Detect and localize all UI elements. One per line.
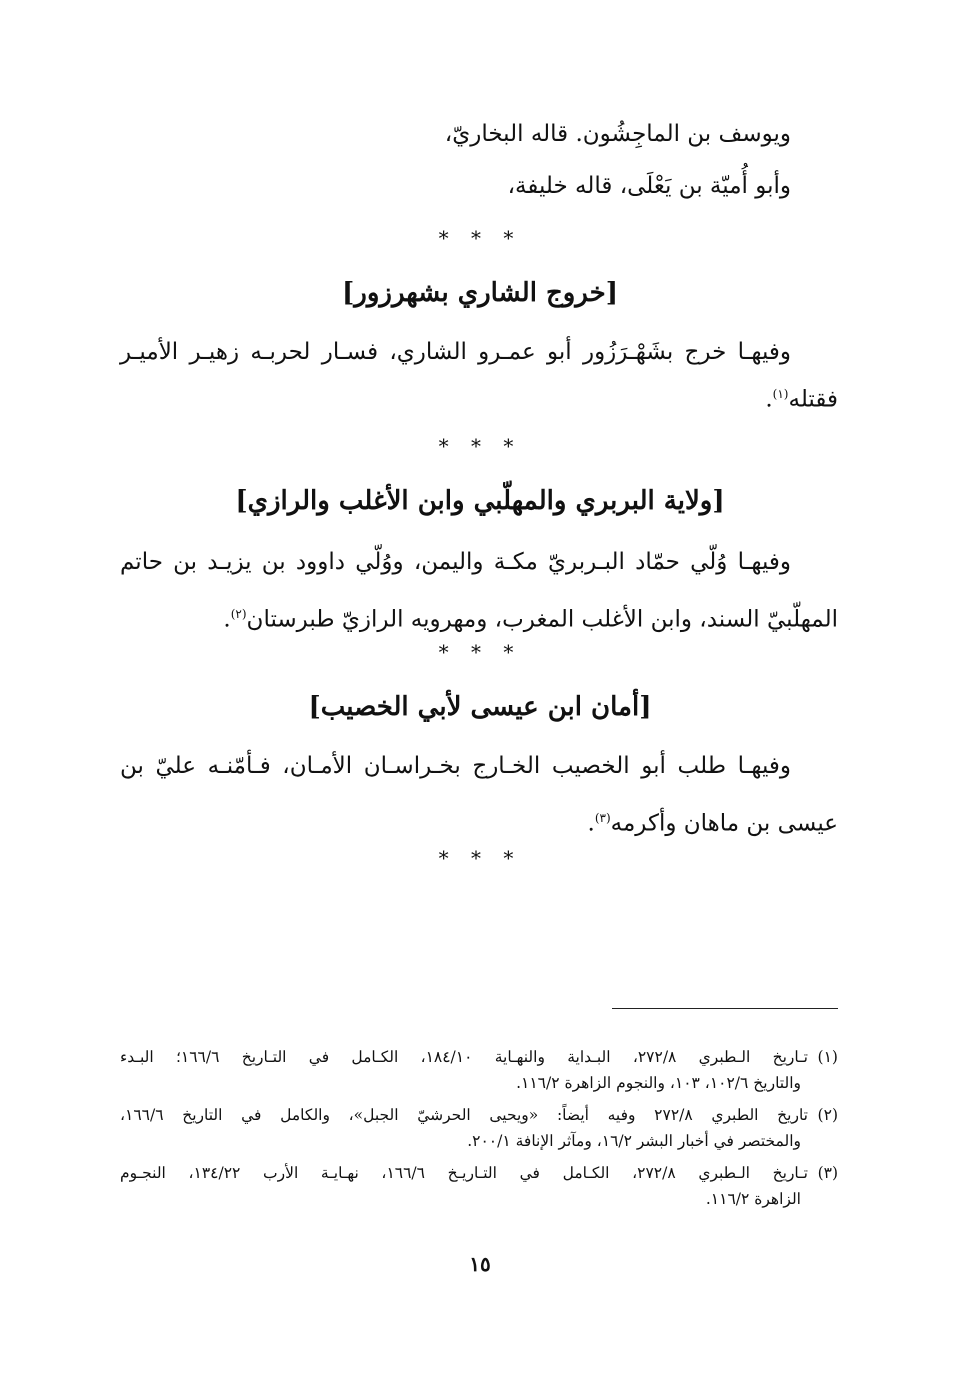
footnote-line (120, 1160, 838, 1186)
section-heading: [ولاية البربري والمهلّبي وابن الأغلب والرازي] (235, 486, 725, 516)
text-line: وفيهـا خرج بشَهْـرَزُور أبو عمـرو الشاري، فسـار لحربـه زهيـر الأميـر (120, 339, 791, 365)
line-end-punct: . (765, 386, 773, 413)
page-number: ١٥ (469, 1252, 491, 1276)
text-line (120, 588, 838, 646)
section-heading: [خروج الشاري بشهرزور] (341, 278, 619, 308)
text-line: وفيهـا طلب أبو الخصيب الخـارج بخـراسـان الأمـان، فـأمّنـه عليّ بن (120, 753, 791, 779)
top-paragraph (120, 108, 838, 212)
footnote-text: تاريخ الطبري ٢٧٢/٨ وفيه أيضاً: «ويحيى الحرشيّ الجبل»، والكامل في التاريخ ١٦٦/٦، (120, 1106, 808, 1124)
text-line-content: فقتله (788, 386, 838, 413)
line-end-punct: . (587, 810, 595, 837)
footnote-line: الزاهرة ١١٦/٢. (705, 1190, 801, 1208)
section-heading: [أمان ابن عيسى لأبي الخصيب] (308, 692, 652, 722)
footnote (120, 1102, 838, 1154)
footnotes (120, 1044, 838, 1212)
footnote-line (120, 1102, 838, 1128)
section-separator: * * * (438, 226, 522, 250)
section-paragraph (120, 326, 838, 426)
section-paragraph (120, 536, 838, 646)
footnote (120, 1044, 838, 1096)
section-paragraph (120, 740, 838, 850)
footnote-number: (٢) (817, 1106, 838, 1124)
footnote-reference: (١) (772, 387, 789, 401)
text-line-content: المهلّبيّ السند، وابن الأغلب المغرب، ومهرويه الرازيّ طبرستان (246, 606, 838, 633)
footnote-number: (١) (817, 1048, 838, 1066)
footnote-text: تـاريخ الـطبري ٢٧٢/٨، البـداية والنهـاية ١٨٤/١٠، الكـامل في التـاريخ ١٦٦/٦؛ البـدء (120, 1048, 808, 1066)
text-line (120, 792, 838, 850)
text-line-content: عيسى بن ماهان وأكرمه (610, 810, 838, 837)
footnote (120, 1160, 838, 1212)
text-line: وفيهـا وُلّي حمّاد البـربريّ مكـة واليمن، ووُلّي داوود بن يزيـد بن حاتم (120, 549, 791, 575)
text-line: ويوسف بن الماجِشُون. قاله البخاريّ، (444, 121, 791, 147)
text-line: وأبو أُميّة بن يَعْلَى، قاله خليفة، (507, 173, 791, 199)
footnote-line (120, 1044, 838, 1070)
section-separator: * * * (438, 640, 522, 664)
section-separator: * * * (438, 434, 522, 458)
footnote-reference: (٣) (594, 811, 611, 825)
footnote-reference: (٢) (230, 607, 247, 621)
line-end-punct: . (223, 606, 231, 633)
footnote-number: (٣) (817, 1164, 839, 1182)
section-separator: * * * (438, 846, 522, 870)
footnote-text: تـاريخ الـطبري ٢٧٢/٨، الكـامل في التـاريـخ ١٦٦/٦، نهـايـة الأرب ١٣٤/٢٢، النجـوم (120, 1164, 809, 1182)
footnote-line: والمختصر في أخبار البشر ١٦/٢، ومآثر الإنافة ٢٠٠/١. (467, 1132, 801, 1150)
footnote-divider (612, 1008, 838, 1009)
footnote-line: والتاريخ ١٠٢/٦، ١٠٣، والنجوم الزاهرة ١١٦/٢. (516, 1074, 801, 1092)
